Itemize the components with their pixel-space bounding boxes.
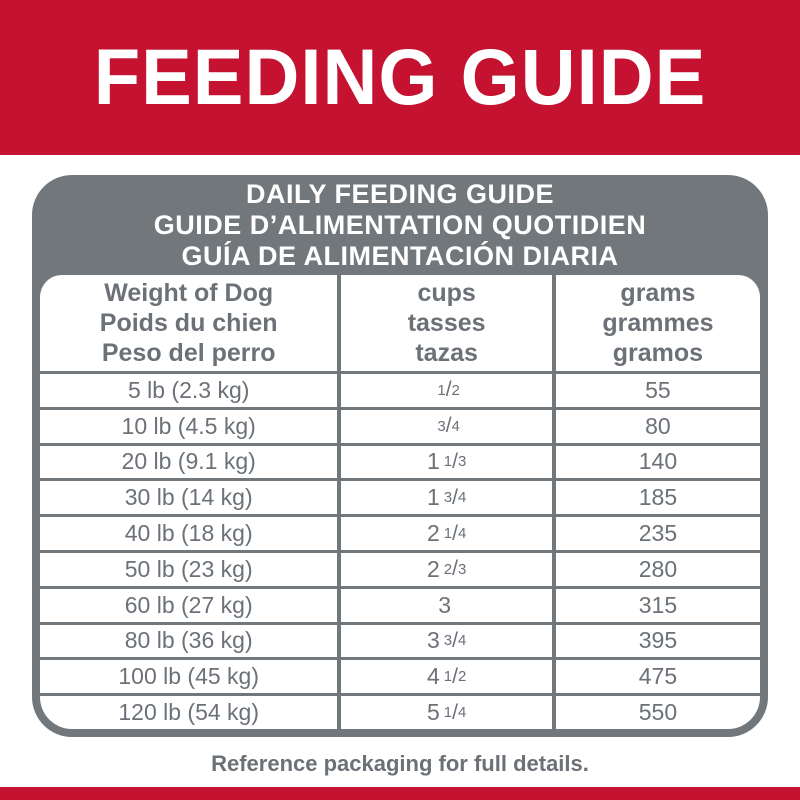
weight-cell: 50 lb (23 kg) [40,550,337,586]
fraction-slash: / [452,485,458,509]
cups-numerator: 1 [437,381,446,399]
weight-header-en: Weight of Dog [104,279,274,307]
cups-numerator: 3 [437,417,446,435]
grams-header-es: gramos [612,339,704,367]
cups-whole: 3 [438,591,452,618]
cups-header-en: cups [417,279,476,307]
cups-cell [337,586,552,622]
card-title [40,175,760,275]
cups-denominator: 4 [457,632,467,650]
grams-cell: 80 [552,407,760,443]
footer-note: Reference packaging for full details. [211,751,589,776]
cups-numerator: 3 [443,489,453,507]
fraction-slash: / [445,414,452,438]
feeding-table-grid [40,275,760,729]
cups-whole: 2 [426,555,440,582]
cups-whole: 3 [426,627,440,654]
banner-title: FEEDING GUIDE [93,33,707,122]
weight-cell: 5 lb (2.3 kg) [40,371,337,407]
grams-cell: 235 [552,514,760,550]
cups-numerator: 2 [443,560,453,578]
fraction-slash: / [452,557,458,581]
weight-cell: 60 lb (27 kg) [40,586,337,622]
cups-numerator: 1 [443,668,453,686]
cups-header-es: tazas [415,339,478,367]
weight-header-fr: Poids du chien [99,309,278,337]
weight-header-es: Peso del perro [101,339,276,367]
weight-cell: 120 lb (54 kg) [40,693,337,729]
card-title-line-en: DAILY FEEDING GUIDE [245,178,555,209]
weight-cell: 30 lb (14 kg) [40,478,337,514]
cups-numerator: 3 [443,632,453,650]
cups-cell [337,622,552,658]
cups-numerator: 1 [443,704,453,722]
grams-header-en: grams [620,279,696,307]
fraction-slash: / [452,449,458,473]
fraction-slash: / [452,700,458,724]
grams-cell: 475 [552,657,760,693]
weight-cell: 20 lb (9.1 kg) [40,443,337,479]
cups-whole: 4 [426,663,440,690]
cups-denominator: 3 [457,560,467,578]
cups-denominator: 4 [457,489,467,507]
weight-cell: 80 lb (36 kg) [40,622,337,658]
cups-header-fr: tasses [407,309,486,337]
cups-cell [337,478,552,514]
cups-denominator: 4 [457,704,467,722]
cups-whole: 5 [426,699,440,726]
column-header-weight [40,275,337,371]
cups-whole: 2 [426,520,440,547]
grams-cell: 185 [552,478,760,514]
fraction-slash: / [452,521,458,545]
grams-cell: 550 [552,693,760,729]
weight-cell: 40 lb (18 kg) [40,514,337,550]
cups-cell [337,693,552,729]
cups-cell [337,657,552,693]
cups-denominator: 3 [457,453,467,471]
grams-header-fr: grammes [602,309,714,337]
grams-cell: 140 [552,443,760,479]
weight-cell: 10 lb (4.5 kg) [40,407,337,443]
column-header-cups [337,275,552,371]
grams-cell: 55 [552,371,760,407]
card-title-line-es: GUÍA DE ALIMENTACIÓN DIARIA [181,240,619,271]
cups-cell [337,514,552,550]
fraction-slash: / [452,664,458,688]
feeding-guide-banner [0,0,800,155]
cups-whole: 1 [426,448,440,475]
daily-feeding-guide-card [32,175,768,737]
cups-denominator: 4 [457,525,467,543]
fraction-slash: / [452,628,458,652]
cups-cell [337,371,552,407]
grams-cell: 395 [552,622,760,658]
cups-denominator: 2 [457,668,467,686]
cups-cell [337,550,552,586]
cups-whole: 1 [426,484,440,511]
card-title-line-fr: GUIDE D’ALIMENTATION QUOTIDIEN [153,209,647,240]
weight-cell: 100 lb (45 kg) [40,657,337,693]
cups-denominator: 2 [451,381,460,399]
grams-cell: 315 [552,586,760,622]
cups-numerator: 1 [443,525,453,543]
cups-numerator: 1 [443,453,453,471]
bottom-red-strip [0,787,800,800]
cups-denominator: 4 [451,417,460,435]
grams-cell: 280 [552,550,760,586]
fraction-slash: / [445,378,452,402]
column-header-grams [552,275,760,371]
feeding-table [40,275,760,729]
cups-cell [337,407,552,443]
cups-cell [337,443,552,479]
